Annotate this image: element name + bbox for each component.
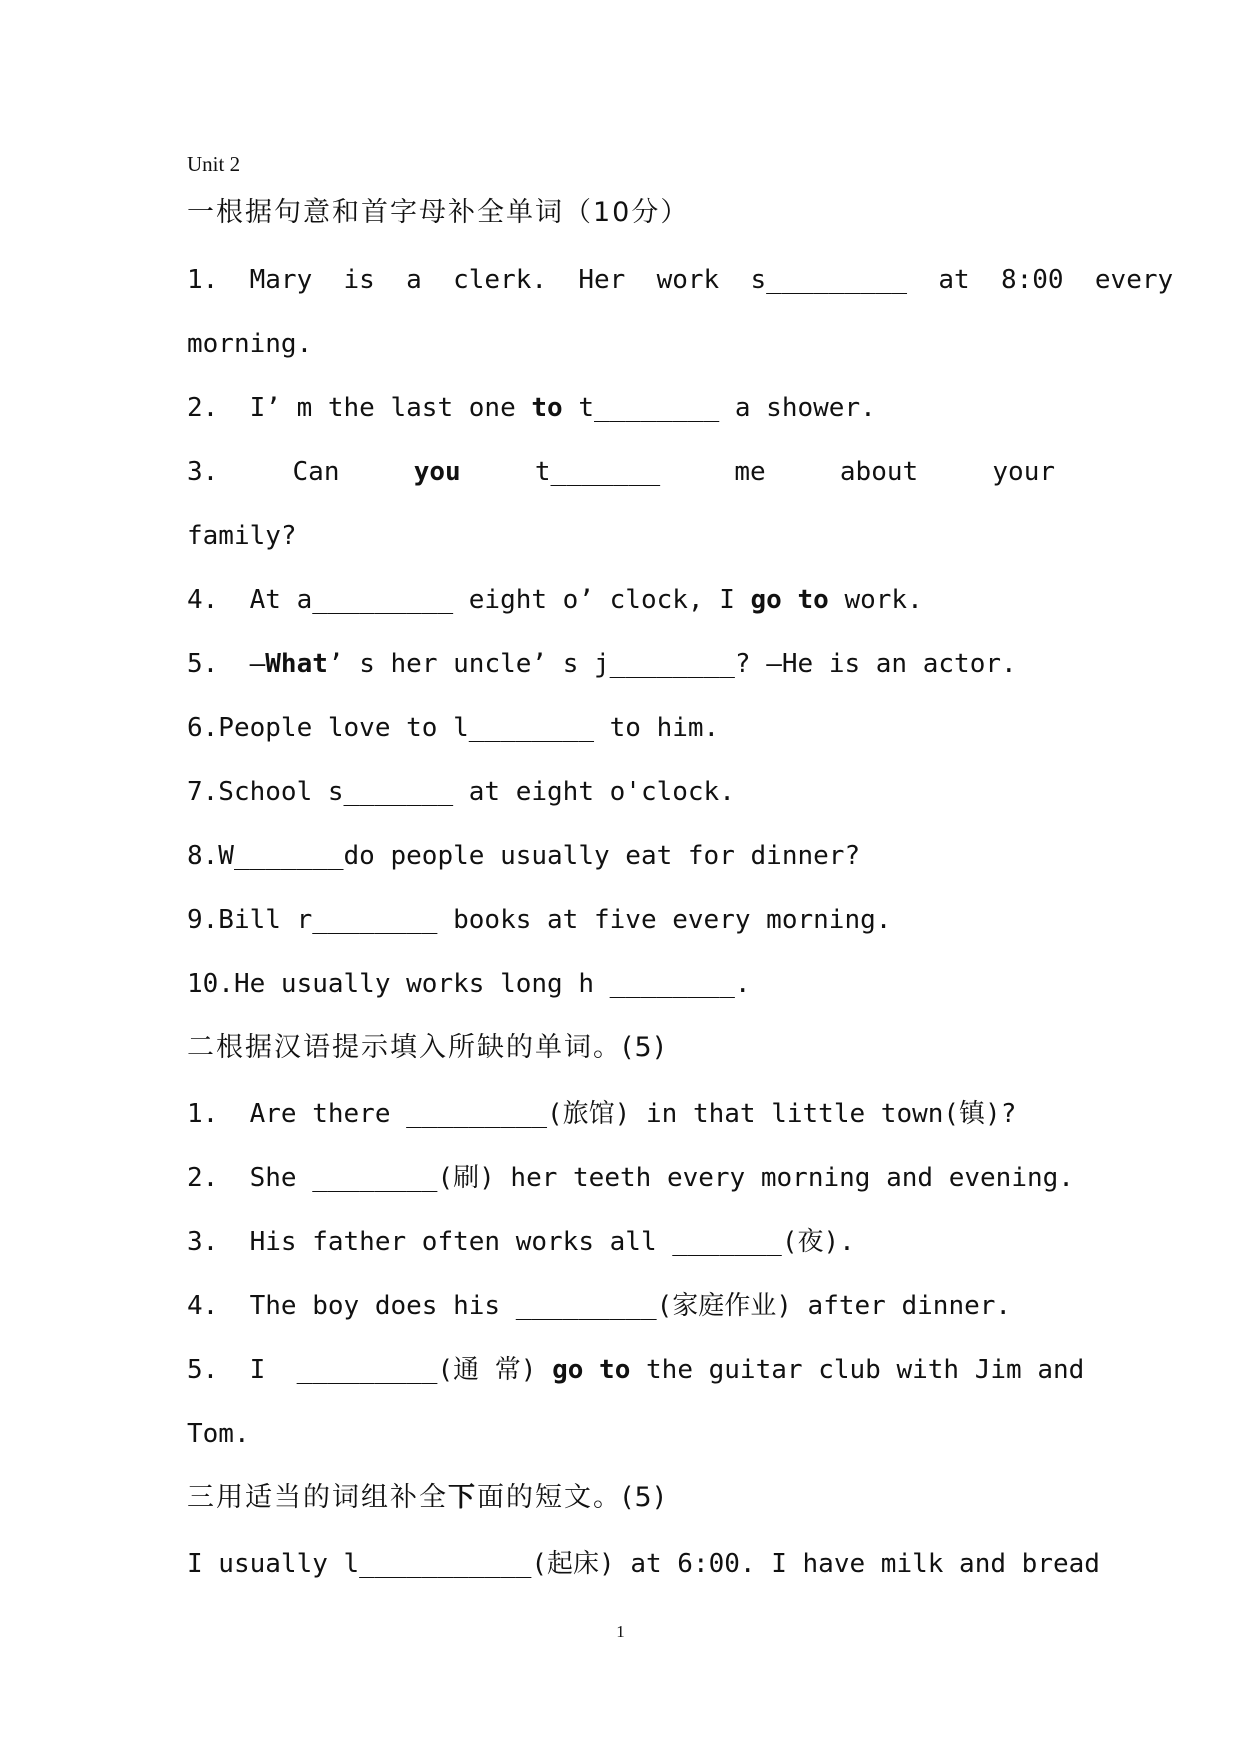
question-4-text-b: work. — [828, 585, 923, 615]
q3-word: 3. — [187, 457, 219, 487]
question-5-text-a: 5. — — [187, 649, 266, 679]
question-2-text-a: 2. I’ m the last one — [187, 393, 532, 423]
s2-question-5-text-a: 5. I _________(通 常) — [187, 1355, 553, 1385]
s2-question-4: 4. The boy does his _________(家庭作业) after dinner. — [187, 1291, 1012, 1321]
unit-title: Unit 2 — [187, 152, 241, 176]
s2-question-5-line-1 — [187, 1353, 1085, 1387]
question-6: 6.People love to l________ to him. — [187, 713, 720, 743]
question-5-text-b: ’ s her uncle’ s j________? —He is an actor. — [327, 649, 1017, 679]
section3-heading-text-b: 面的短文。(5) — [477, 1482, 667, 1513]
s2-question-2: 2. She ________(刷) her teeth every morning and evening. — [187, 1163, 1074, 1193]
q3-word: your — [992, 457, 1056, 487]
section3-heading-text-a: 三用适当的词组补全 — [187, 1482, 448, 1513]
s2-question-5-text-b: the guitar club with Jim and — [630, 1355, 1085, 1385]
question-1-line-2: morning. — [187, 329, 313, 359]
question-10: 10.He usually works long h ________. — [187, 969, 751, 999]
question-2-text-b: t________ a shower. — [562, 393, 876, 423]
question-7: 7.School s_______ at eight o'clock. — [187, 777, 735, 807]
question-3-line-2: family? — [187, 521, 297, 551]
question-5 — [187, 647, 1055, 681]
question-8: 8.W_______do people usually eat for dinner? — [187, 841, 861, 871]
section3-heading — [187, 1481, 1055, 1515]
s2-question-5-bold: go to — [552, 1355, 631, 1385]
s2-question-1: 1. Are there _________(旅馆) in that little town(镇)? — [187, 1099, 1017, 1129]
s2-question-5-line-2: Tom. — [187, 1419, 250, 1449]
question-4 — [187, 583, 1055, 617]
question-3-line-1 — [187, 455, 1055, 489]
question-5-bold: What — [265, 649, 328, 679]
question-1-line-1: 1. Mary is a clerk. Her work s_________ at 8:00 every — [187, 265, 1174, 295]
q3-word: Can — [292, 457, 340, 487]
question-9: 9.Bill r________ books at five every morning. — [187, 905, 892, 935]
question-4-text-a: 4. At a_________ eight o’ clock, I — [187, 585, 751, 615]
section3-heading-bold: 下 — [448, 1482, 477, 1513]
question-2-bold: to — [531, 393, 563, 423]
question-2 — [187, 391, 1055, 425]
q3-word: about — [839, 457, 919, 487]
q3-word-bold: you — [413, 457, 461, 487]
section2-heading: 二根据汉语提示填入所缺的单词。(5) — [187, 1032, 667, 1063]
s2-question-3: 3. His father often works all _______(夜). — [187, 1227, 855, 1257]
s3-passage-line-1: I usually l___________(起床) at 6:00. I have milk and bread — [187, 1549, 1100, 1579]
section1-heading: 一根据句意和首字母补全单词（10分） — [187, 197, 690, 228]
page-number: 1 — [616, 1622, 625, 1641]
question-4-bold: go to — [750, 585, 829, 615]
q3-word: t_______ — [534, 457, 661, 487]
q3-word: me — [734, 457, 766, 487]
